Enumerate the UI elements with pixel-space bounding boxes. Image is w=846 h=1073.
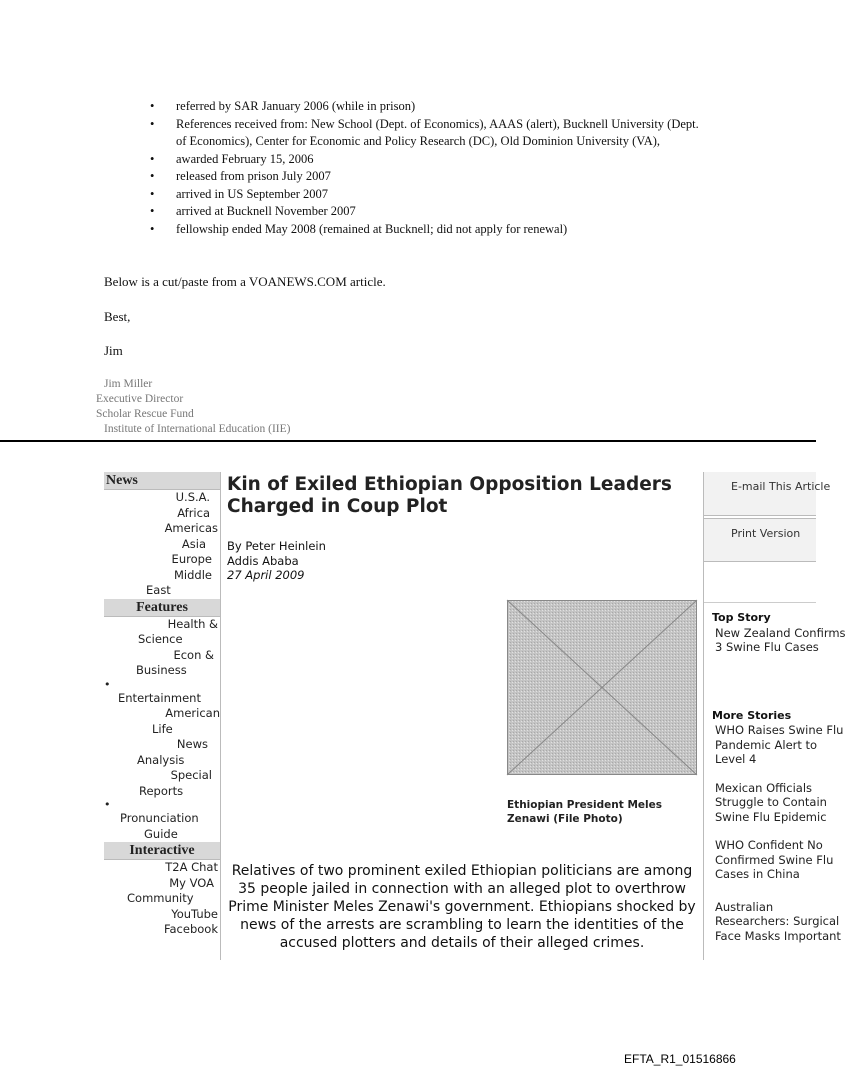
nav-item-east[interactable]: East	[146, 583, 171, 597]
list-item: • referred by SAR January 2006 (while in prison)	[150, 98, 710, 116]
nav-header-news[interactable]: News	[104, 472, 220, 490]
nav-item-europe[interactable]: Europe	[171, 552, 212, 566]
nav-bullet: •	[104, 677, 111, 691]
nav-item-usa[interactable]: U.S.A.	[175, 490, 210, 504]
fellowship-timeline-list	[150, 98, 710, 238]
nav-item-youtube[interactable]: YouTube	[171, 906, 218, 921]
nav-item-guide[interactable]: Guide	[144, 826, 178, 841]
list-item: • released from prison July 2007	[150, 168, 710, 186]
left-nav	[104, 472, 220, 938]
email-intro: Below is a cut/paste from a VOANEWS.COM article.	[104, 274, 386, 289]
nav-item-my-voa[interactable]: My VOA	[169, 875, 214, 890]
nav-item-special[interactable]: Special	[170, 768, 212, 782]
article-author: By Peter Heinlein	[227, 539, 326, 553]
nav-item-asia[interactable]: Asia	[181, 536, 206, 551]
nav-bullet: •	[104, 798, 111, 811]
nav-item-business[interactable]: Business	[136, 663, 187, 677]
story-link[interactable]: WHO Confident No Confirmed Swine Flu Cases in China	[715, 838, 834, 881]
nav-item-econ[interactable]: Econ &	[173, 647, 214, 662]
print-version-button[interactable]: Print Version	[704, 518, 816, 562]
nav-item-middle[interactable]: Middle	[174, 567, 212, 582]
nav-header-features[interactable]: Features	[104, 599, 220, 617]
nav-item-entertainment[interactable]: Entertainment	[118, 690, 201, 705]
story-link[interactable]: Australian Researchers: Surgical Face Masks Important	[715, 899, 841, 943]
section-divider	[0, 440, 816, 442]
list-item: • References received from: New School (Dept. of Economics), AAAS (alert), Bucknell University (Dept. of Economics), Center for Economic and Policy Research (DC), Old Dominion University (VA),	[150, 116, 710, 151]
more-stories-label: More Stories	[712, 708, 792, 722]
top-story-label: Top Story	[712, 611, 771, 624]
nav-item-science[interactable]: Science	[138, 632, 183, 646]
photo-caption: Ethiopian President Meles Zenawi (File Photo)	[507, 799, 662, 825]
list-item: • fellowship ended May 2008 (remained at Bucknell; did not apply for renewal)	[150, 221, 710, 239]
email-sender-name: Jim	[104, 343, 123, 358]
article-location: Addis Ababa	[227, 553, 299, 568]
list-item: • awarded February 15, 2006	[150, 151, 710, 169]
nav-item-news[interactable]: News	[176, 737, 208, 751]
article-title: Kin of Exiled Ethiopian Opposition Leaders Charged in Coup Plot	[227, 474, 672, 517]
list-item: • arrived at Bucknell November 2007	[150, 203, 710, 221]
article-byline	[227, 539, 326, 583]
article-lead: Relatives of two prominent exiled Ethiopian politicians are among 35 people jailed in connection with an alleged plot to overthrow Prime Minister Meles Zenawi's government. Ethiopians shocked by news of the arrests are scrambling to learn the identities of the accused plotters and details of their alleged crimes.	[228, 863, 696, 951]
nav-divider	[220, 472, 221, 960]
nav-item-community[interactable]: Community	[127, 891, 194, 905]
story-link[interactable]: WHO Raises Swine Flu Pandemic Alert to Level 4	[715, 723, 844, 766]
story-link[interactable]: Mexican Officials Struggle to Contain Swine Flu Epidemic	[715, 780, 827, 824]
nav-item-pronunciation[interactable]: Pronunciation	[120, 811, 199, 825]
email-body	[0, 0, 816, 440]
nav-item-reports[interactable]: Reports	[139, 783, 184, 798]
top-story-link[interactable]: New Zealand Confirms 3 Swine Flu Cases	[715, 625, 846, 654]
article-date: 27 April 2009	[227, 568, 305, 582]
right-sidebar	[704, 472, 846, 943]
nav-item-t2a-chat[interactable]: T2A Chat	[165, 860, 218, 874]
signature-organization: Institute of International Education (IIE)	[104, 423, 291, 435]
email-article-button[interactable]: E-mail This Article	[704, 472, 816, 516]
image-placeholder-icon	[507, 600, 697, 775]
signature-program: Scholar Rescue Fund	[96, 408, 194, 420]
document-id: EFTA_R1_01516866	[624, 1052, 736, 1066]
nav-item-facebook[interactable]: Facebook	[163, 922, 218, 936]
nav-item-health[interactable]: Health &	[167, 616, 218, 631]
nav-item-life[interactable]: Life	[152, 721, 173, 736]
email-closing: Best,	[104, 309, 131, 324]
signature-name: Jim Miller	[104, 378, 153, 390]
nav-item-analysis[interactable]: Analysis	[137, 752, 185, 767]
nav-item-american[interactable]: American	[165, 706, 220, 720]
nav-item-americas[interactable]: Americas	[164, 521, 218, 535]
nav-item-africa[interactable]: Africa	[177, 505, 210, 520]
list-item: • arrived in US September 2007	[150, 186, 710, 204]
article-photo-placeholder	[507, 600, 697, 775]
nav-header-interactive[interactable]: Interactive	[104, 842, 220, 860]
signature-title: Executive Director	[96, 393, 184, 405]
